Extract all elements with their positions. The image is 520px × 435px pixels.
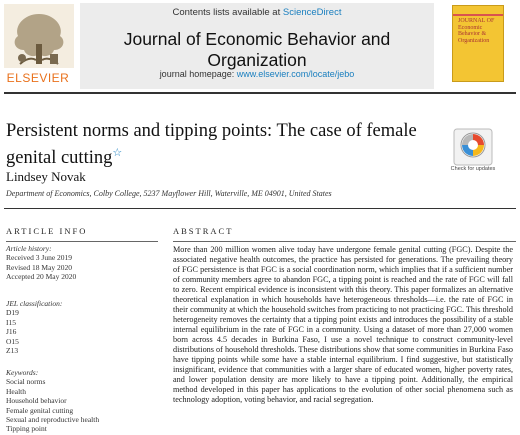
- journal-title: Journal of Economic Behavior and Organization: [123, 29, 391, 70]
- title-footnote-star-icon[interactable]: ☆: [112, 147, 123, 159]
- keyword[interactable]: Tipping point: [6, 424, 47, 434]
- jel-code: J16: [6, 327, 17, 337]
- cover-text: JOURNAL OF Economic Behavior & Organization: [458, 18, 495, 44]
- author-affiliation: Department of Economics, Colby College, 5237 Mayflower Hill, Waterville, ME 04901, United States: [6, 189, 332, 198]
- publisher-name: ELSEVIER: [6, 71, 70, 85]
- abstract-rule: [173, 241, 516, 242]
- author-name[interactable]: Lindsey Novak: [6, 169, 86, 184]
- contents-prefix: Contents lists available at: [172, 7, 283, 18]
- keyword[interactable]: Health: [6, 386, 26, 396]
- masthead-rule: [4, 92, 516, 94]
- abstract-text: More than 200 million women alive today have undergone female genital cutting (FGC). Despite the associated negative health outcomes, the practice has persisted for generations. The prevailing theory of FGC persistence is that FGC is a social coordination norm, which implies that if a sufficient number of community members agree to abandon FGC, a tipping point is reached and the rate of FGC will fall to zero. Recent empirical evidence is inconsistent with this theory. This paper formalizes an alternative theoretical explanation in which households have heterogeneous thresholds—i.e. the rate of FGC in their community at which the household switches from practicing to not practicing FGC. This threshold heterogeneity removes the certainty that a tipping point exists and introduces the possibility of a stable internal equilibrium in the rate of FGC in a community. Using a dataset of more than 27,000 women born across 4.5 decades in Burkina Faso, I use a novel technique to construct community-level distributions of household thresholds. These distributions show that some communities in Burkina Faso have tipping points while some have a stable internal equilibrium. I find suggestive, but statistically insignificant, evidence that communities with a larger share of educated women, higher poverty rates, and lower population density are more likely to have a tipping point. Additionally, the empirical method developed in this paper has applications to the evolution of other social phenomena such as technology adoption, voting behavior, and racial segregation.: [173, 245, 513, 404]
- paper-title-text: Persistent norms and tipping points: The case of female genital cutting: [6, 121, 417, 169]
- keyword[interactable]: Sexual and reproductive health: [6, 415, 100, 425]
- sciencedirect-link[interactable]: ScienceDirect: [282, 7, 342, 18]
- article-history: [6, 244, 161, 282]
- paper-title: [6, 120, 436, 169]
- jel-code: O15: [6, 336, 19, 346]
- history-label: Article history:: [6, 244, 52, 253]
- jel-code: Z13: [6, 346, 19, 356]
- header-rule: [4, 208, 516, 209]
- check-for-updates-label[interactable]: Check for updates: [450, 166, 496, 172]
- jel-code: I15: [6, 317, 16, 327]
- journal-homepage-link[interactable]: www.elsevier.com/locate/jebo: [236, 69, 355, 79]
- abstract-heading: ABSTRACT: [173, 226, 234, 236]
- journal-cover-thumbnail[interactable]: [452, 5, 504, 82]
- journal-homepage-line: [80, 69, 434, 79]
- jel-label: JEL classification:: [6, 299, 63, 308]
- homepage-prefix: journal homepage:: [159, 69, 237, 79]
- keyword[interactable]: Female genital cutting: [6, 405, 74, 415]
- check-for-updates-icon[interactable]: [453, 128, 493, 166]
- article-info-rule: [6, 241, 158, 242]
- history-item: Revised 18 May 2020: [6, 262, 73, 272]
- article-info-heading: ARTICLE INFO: [6, 226, 88, 236]
- keywords: [6, 368, 161, 434]
- keyword[interactable]: Household behavior: [6, 396, 67, 406]
- keyword[interactable]: Social norms: [6, 377, 46, 387]
- contents-line: [80, 7, 434, 18]
- keywords-label: Keywords:: [6, 368, 39, 377]
- jel-classification: [6, 299, 161, 355]
- history-item: Accepted 20 May 2020: [6, 272, 77, 282]
- jel-code: D19: [6, 308, 19, 318]
- history-item: Received 3 June 2019: [6, 253, 73, 263]
